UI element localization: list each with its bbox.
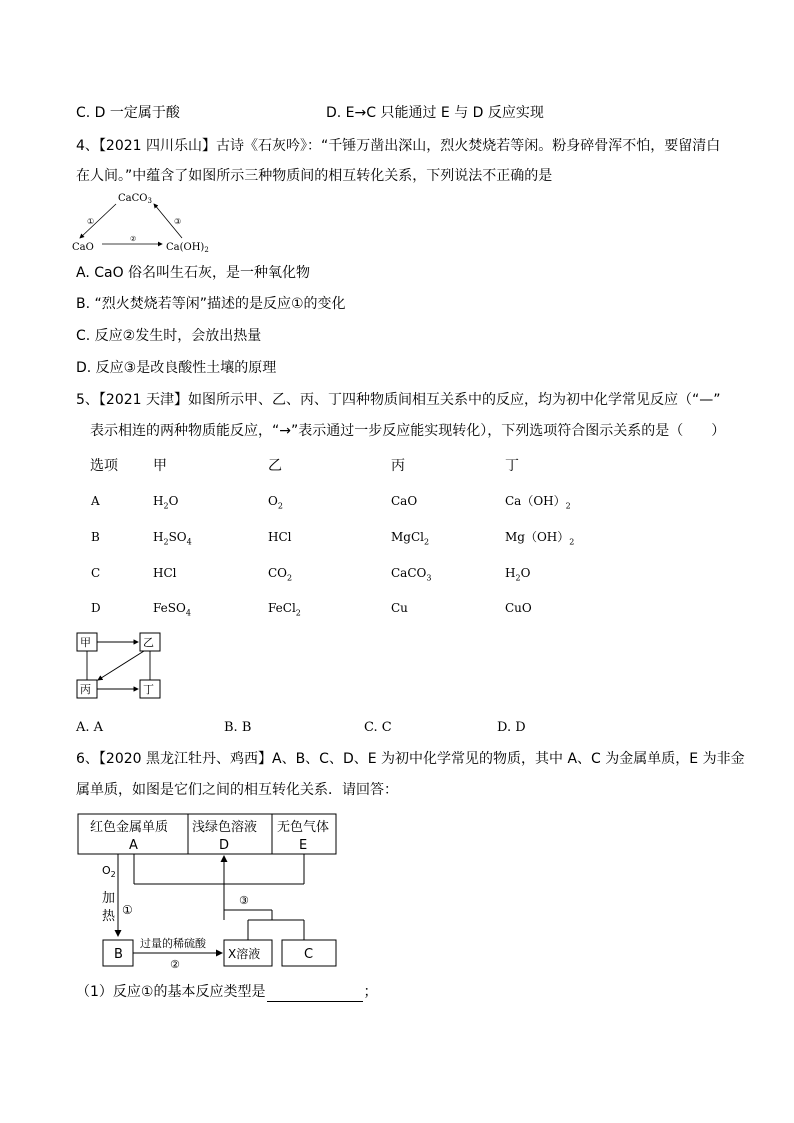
q5-row-c-option: C — [91, 566, 101, 580]
q6-subquestion-1-end: ； — [363, 984, 378, 1000]
q6-heat-char-1: 加 — [102, 891, 116, 906]
q5-row-c-jia: HCl — [153, 566, 177, 580]
q4-option-a: A. CaO 俗名叫生石灰，是一种氧化物 — [76, 265, 311, 281]
q4-node-caoh2: $Ca(OH)_2$ — [166, 242, 209, 254]
q5-row-b-jia: $H_2SO_4$ — [153, 530, 192, 547]
q4-reaction-3-label: ③ — [174, 217, 182, 226]
q4-conversion-diagram — [70, 188, 220, 258]
q6-o2-label: $O_2$ — [102, 864, 116, 879]
q5-row-c-yi: $CO_2$ — [268, 566, 293, 583]
q5-row-a-yi: $O_2$ — [268, 494, 283, 511]
q5-stem-line2: 表示相连的两种物质能反应，“→”表示通过一步反应能实现转化），下列选项符合图示关系的是（ ） — [90, 423, 726, 439]
q5-header-yi: 乙 — [268, 458, 282, 474]
q4-option-c: C. 反应②发生时，会放出热量 — [76, 328, 262, 344]
q6-acid-label: 过量的稀硫酸 — [140, 937, 206, 950]
q4-option-d: D. 反应③是改良酸性土壤的原理 — [76, 360, 277, 376]
q4-stem-line1: 4、【2021 四川乐山】古诗《石灰吟》：“千锤万凿出深山，烈火焚烧若等闲。粉身碎骨浑不怕，要留清白 — [76, 138, 721, 154]
q6-stem-line2: 属单质，如图是它们之间的相互转化关系．请回答： — [76, 782, 398, 798]
q4-reaction-1-label: ① — [87, 217, 95, 226]
q6-box-e-letter: E — [299, 838, 308, 853]
q5-box-yi: 乙 — [143, 636, 154, 649]
q5-row-d-bing: Cu — [391, 601, 408, 615]
q6-box-d-letter: D — [219, 838, 230, 853]
q5-answer-c: C. C — [364, 720, 392, 735]
q5-header-option: 选项 — [90, 458, 118, 474]
q5-box-bing: 丙 — [80, 683, 91, 696]
q5-row-a-ding: $Ca(OH)_2$ — [505, 494, 571, 511]
q5-answer-b: B. B — [224, 720, 252, 735]
q4-reaction-2-label: ② — [130, 235, 137, 243]
q5-row-d-yi: FeCl$_2$ — [268, 601, 301, 618]
q5-header-jia: 甲 — [153, 458, 167, 474]
q5-row-c-ding: $H_2O$ — [505, 566, 531, 583]
q5-header-bing: 丙 — [391, 458, 405, 474]
q6-box-a-title: 红色金属单质 — [90, 820, 169, 835]
q6-answer-blank[interactable] — [267, 987, 363, 1002]
q6-reaction-3-label: ③ — [239, 894, 249, 907]
q5-stem-line1: 5、【2021 天津】如图所示甲、乙、丙、丁四种物质间相互关系中的反应，均为初中化学常见反应（“—” — [76, 392, 721, 408]
q5-row-a-jia: $H_2O$ — [153, 494, 179, 511]
q6-subquestion-1 — [76, 982, 377, 1002]
q6-reaction-1-label: ① — [122, 903, 133, 917]
q6-flow-diagram — [72, 810, 372, 974]
q5-row-a-bing: CaO — [391, 494, 418, 508]
q5-row-b-ding: $Mg(OH)_2$ — [505, 530, 575, 547]
q6-box-x-solution: X溶液 — [228, 947, 261, 961]
q6-box-e-title: 无色气体 — [277, 820, 330, 835]
q5-answer-d: D. D — [497, 720, 526, 735]
q5-row-b-bing: MgCl$_2$ — [391, 530, 430, 547]
q6-heat-char-2: 热 — [102, 909, 116, 924]
q5-box-jia: 甲 — [80, 636, 91, 649]
q5-header-ding: 丁 — [505, 458, 519, 474]
q6-box-c: C — [304, 947, 314, 962]
q6-box-a-letter: A — [129, 838, 138, 853]
q6-box-d-title: 浅绿色溶液 — [192, 820, 258, 835]
q4-option-b: B. “烈火焚烧若等闲”描述的是反应①的变化 — [76, 296, 346, 312]
q5-row-d-jia: FeSO$_4$ — [153, 601, 191, 618]
q4-stem-line2: 在人间。”中蕴含了如图所示三种物质间的相互转化关系，下列说法不正确的是 — [76, 168, 553, 184]
q6-reaction-2-label: ② — [170, 958, 180, 971]
q3-option-d: D. E→C 只能通过 E 与 D 反应实现 — [326, 105, 544, 121]
q6-box-b: B — [114, 947, 123, 962]
q5-row-b-option: B — [91, 530, 100, 544]
q5-row-d-option: D — [91, 601, 101, 615]
q5-row-d-ding: CuO — [505, 601, 532, 615]
q5-row-c-bing: CaCO$_3$ — [391, 566, 432, 583]
q5-relation-diagram — [72, 628, 172, 704]
q5-box-ding: 丁 — [143, 683, 154, 696]
q3-option-c: C. D 一定属于酸 — [76, 105, 180, 121]
q6-subquestion-1-text: （1）反应①的基本反应类型是 — [76, 984, 266, 1000]
q5-row-b-yi: HCl — [268, 530, 292, 544]
q5-row-a-option: A — [91, 494, 100, 508]
q5-answer-a: A. A — [76, 720, 104, 735]
q4-node-caco3: CaCO$_3$ — [118, 193, 152, 205]
q6-stem-line1: 6、【2020 黑龙江牡丹、鸡西】A、B、C、D、E 为初中化学常见的物质，其中 A、C 为金属单质，E 为非金 — [76, 751, 745, 767]
q4-node-cao: CaO — [72, 242, 94, 253]
